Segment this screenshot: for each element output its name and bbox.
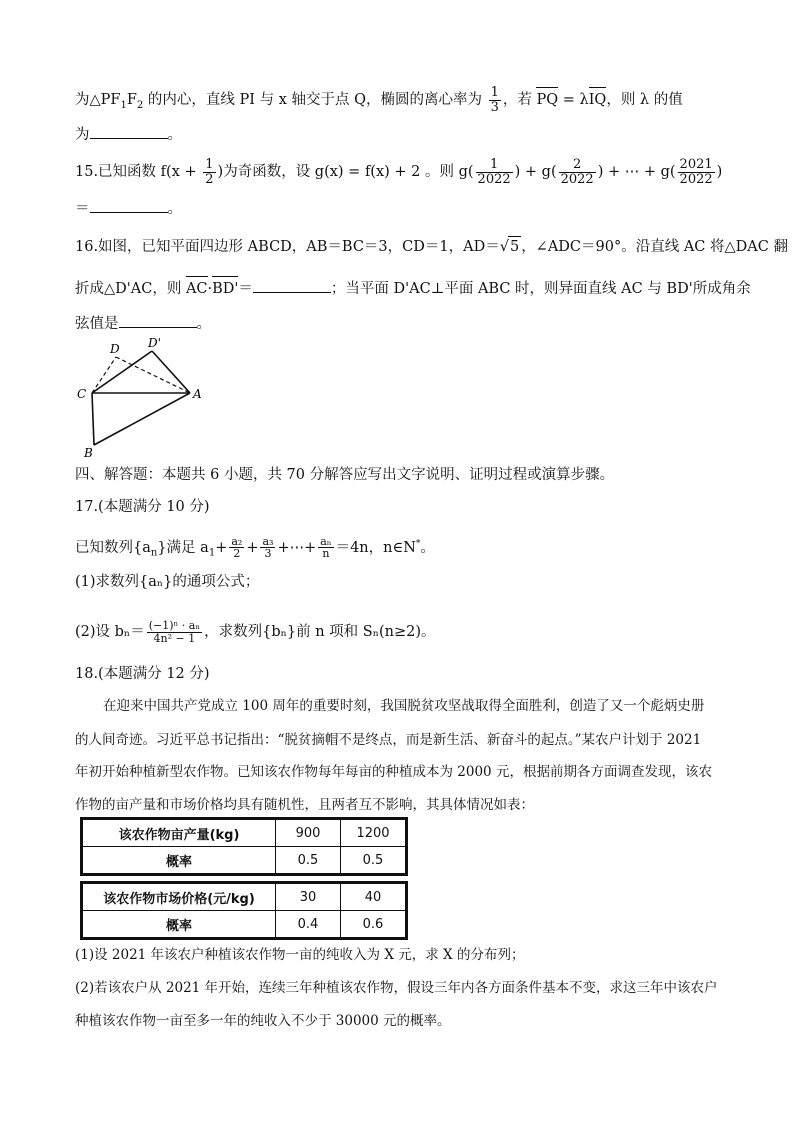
bn-fraction: $\frac{\text{(−1)ⁿ · aₙ}}{\text{4n² − 1}}$ [148, 619, 201, 645]
q17-part-1: (1)求数列{aₙ}的通项公式； [75, 574, 260, 590]
quadrilateral-figure [72, 335, 212, 460]
q14-line-1: 为$\triangle PF_1F_2$ 的内心，直线 PI 与 x 轴交于点 Q，椭圆的离心率为 $\frac{1}{3}$ ，若 PQ = λIQ，则 λ 的值 [75, 85, 683, 115]
g-arg-2: $\frac{2}{2022}$ [560, 157, 594, 187]
edge-ba [94, 393, 190, 445]
price-table [82, 883, 406, 938]
q15-line-2: ＝ 。 [75, 198, 182, 219]
term-a3: $\frac{\text{a₃}}{3}$ [262, 534, 274, 561]
edge-da [116, 357, 190, 393]
g-arg-1: $\frac{1}{2022}$ [477, 157, 511, 187]
q18-title: 18.(本题满分 12 分) [75, 666, 210, 682]
q18-part-1: (1)设 2021 年该农户种植该农作物一亩的纯收入为 X 元，求 X 的分布列； [75, 947, 525, 963]
table-row: 概率 0.4 0.6 [83, 911, 406, 938]
label-d-prime: D' [148, 336, 161, 350]
term-a2: $\frac{\text{a₂}}{2}$ [231, 534, 243, 561]
q14-line-2: 为 。 [75, 124, 182, 145]
edge-d-prime-a [152, 351, 190, 393]
edge-cd-prime [92, 351, 152, 393]
answer-blank [90, 124, 168, 139]
vector-pq: PQ [536, 92, 559, 109]
edge-cd [92, 357, 116, 393]
half-fraction: $\frac{1}{2}$ [205, 157, 214, 187]
q16-line-2: 折成△D'AC，则 AC·BD'＝ ；当平面 D'AC⊥平面 ABC 时，则异面直线 AC 与 BD'所成角余 [75, 278, 751, 299]
g-arg-3: $\frac{2021}{2022}$ [679, 157, 713, 187]
table-row: 概率 0.5 0.5 [83, 847, 406, 874]
edge-cb [92, 393, 94, 445]
eccentricity-fraction: $\frac{1}{3}$ [490, 85, 499, 115]
q16-line-1: 16.如图，已知平面四边形 ABCD，AB＝BC＝3，CD＝1，AD＝√5 ，∠ADC＝90°。沿直线 AC 将△DAC 翻 [75, 236, 788, 257]
q15-line-1: 15.已知函数 f(x + $\frac{1}{2}$ )为奇函数，设 g(x) = f(x) + 2 。则 g( $\frac{1}{2022}$ ) + g( $\frac{2}{2022}$ ) + ⋯ + g( $\frac{2021}{2022}$ ) [75, 157, 723, 187]
sqrt-5: 5 [508, 236, 521, 257]
q18-para-line-3: 年初开始种植新型农作物。已知该农作物每年每亩的种植成本为 2000 元，根据前期各方面调查发现，该农 [75, 764, 712, 780]
table-row: 该农作物亩产量(kg) 900 1200 [83, 820, 406, 847]
q18-part-2-line-2: 种植该农作物一亩至多一年的纯收入不少于 30000 元的概率。 [75, 1013, 451, 1029]
vector-iq: IQ [588, 92, 607, 109]
q18-part-2-line-1: (2)若该农户从 2021 年开始，连续三年种植该农作物，假设三年内各方面条件基本不变，求这三年中该农户 [75, 980, 718, 996]
answer-blank [90, 198, 168, 213]
vector-ac: AC [185, 281, 208, 297]
answer-blank [253, 278, 331, 293]
section-4-heading: 四、解答题：本题共 6 小题，共 70 分解答应写出文字说明、证明过程或演算步骤。 [75, 467, 615, 483]
q18-para-line-2: 的人间奇迹。习近平总书记指出：“脱贫摘帽不是终点，而是新生活、新奋斗的起点。”某农户计划于 2021 [75, 732, 702, 748]
label-c: C [77, 387, 87, 401]
q17-part-2: (2)设 bₙ＝ $\frac{\text{(−1)ⁿ · aₙ}}{\text{4n² − 1}}$ ，求数列{bₙ}前 n 项和 Sₙ(n≥2)。 [75, 619, 436, 645]
q16-line-3: 弦值是 。 [75, 313, 211, 334]
q17-title: 17.(本题满分 10 分) [75, 499, 210, 515]
q18-para-line-4: 作物的亩产量和市场价格均具有随机性，且两者互不影响，其具体情况如表： [75, 797, 534, 813]
label-d: D [110, 342, 120, 356]
label-a: A [193, 387, 202, 401]
label-b: B [84, 446, 93, 460]
table-row: 该农作物市场价格(元/kg) 30 40 [83, 884, 406, 911]
q18-para-line-1: 在迎来中国共产党成立 100 周年的重要时刻，我国脱贫攻坚战取得全面胜利，创造了又一个彪炳史册 [103, 698, 705, 714]
q17-stem: 已知数列$\{a_n\}$满足 $a_1+$ $\frac{\text{a₂}}{2}$ + $\frac{\text{a₃}}{3}$ +⋯+ $\frac{\text{aₙ}}{n}$ ＝4n，n∈N*。 [75, 534, 435, 561]
answer-blank [119, 313, 197, 328]
vector-bd-prime: BD' [212, 281, 239, 297]
term-an: $\frac{\text{aₙ}}{n}$ [320, 534, 332, 561]
yield-table [82, 819, 406, 874]
